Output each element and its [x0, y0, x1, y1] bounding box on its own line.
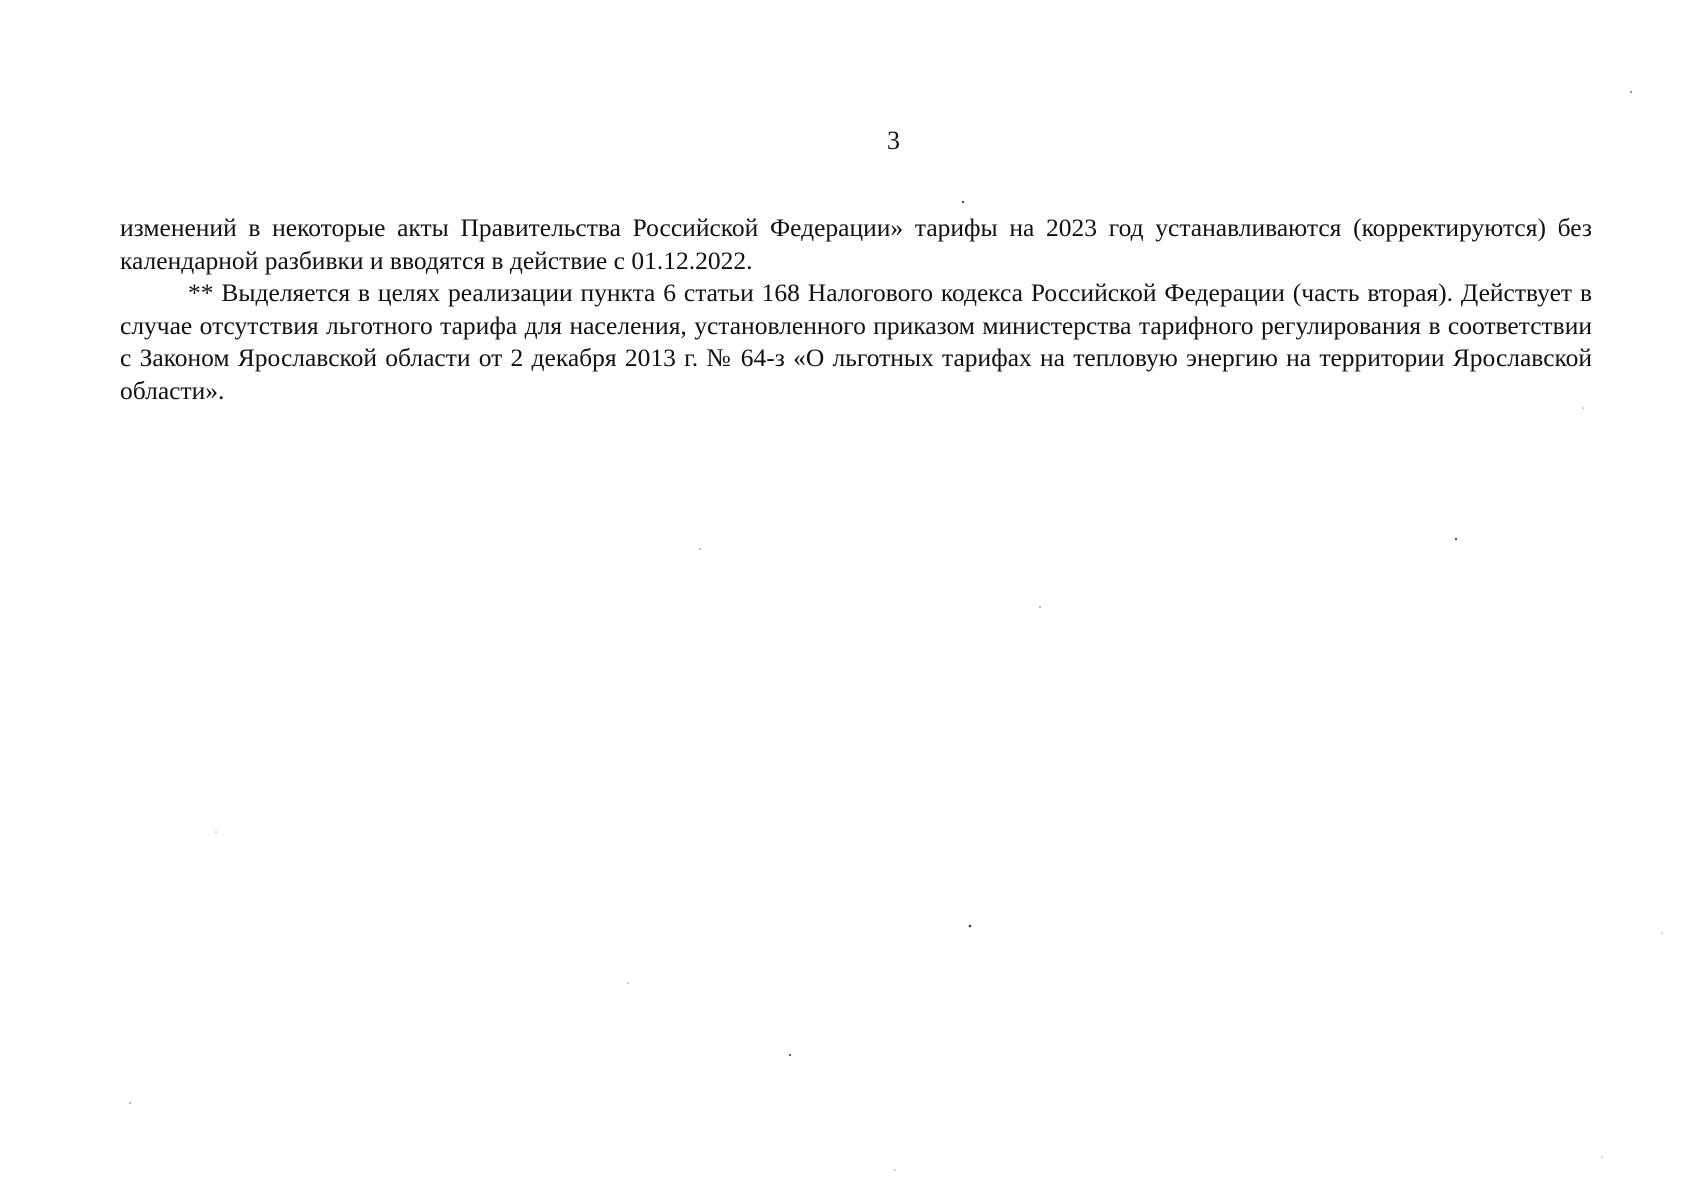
scan-speck — [1455, 538, 1457, 540]
scan-speck — [699, 548, 701, 550]
scan-speck — [1582, 407, 1584, 409]
scan-speck — [1601, 1156, 1603, 1158]
scan-speck — [1661, 932, 1663, 934]
scan-speck — [962, 201, 964, 203]
paragraph-continuation: изменений в некоторые акты Правительства Российской Федерации» тарифы на 2023 год устанавливаются (корректируются) без календарной разбивки и вводятся в действие с 01.12.2022. — [120, 213, 1592, 275]
scan-speck — [1039, 606, 1041, 608]
scan-speck — [789, 1054, 791, 1056]
scan-speck — [215, 831, 217, 833]
scan-speck — [1630, 91, 1632, 93]
page-number: 3 — [887, 126, 900, 155]
scan-speck — [129, 1102, 131, 1104]
scan-speck — [969, 925, 972, 928]
paragraph-footnote-vat: ** Выделяется в целях реализации пункта 6 статьи 168 Налогового кодекса Российской Федерации (часть вторая). Действует в случае отсутствия льготного тарифа для населения, установленного приказом министерства тарифного регулирования в соответствии с Законом Ярославской области от 2 декабря 2013 г. № 64-з «О льготных тарифах на тепловую энергию на территории Ярославской области». — [120, 278, 1592, 405]
scan-speck — [627, 982, 629, 984]
scan-speck — [894, 1169, 896, 1171]
